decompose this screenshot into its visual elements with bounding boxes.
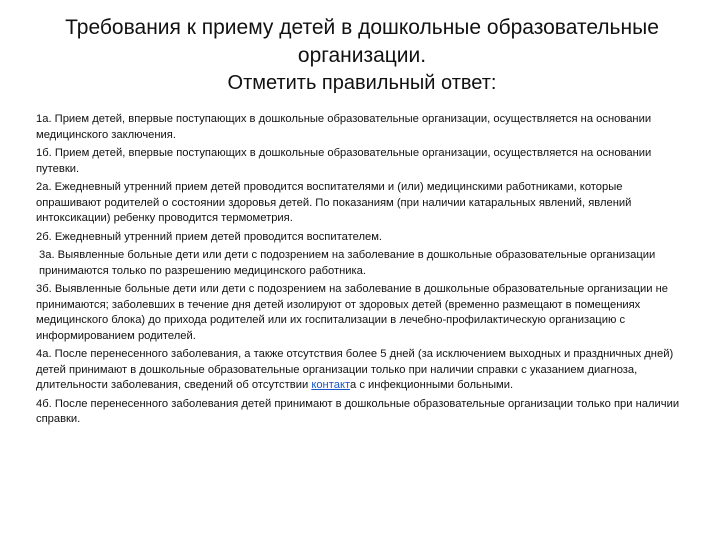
answer-item-4b: 4б. После перенесенного заболевания детей принимают в дошкольные образовательные организации только при наличии справки. xyxy=(36,397,680,425)
contact-link[interactable]: контакт xyxy=(311,379,350,391)
answer-item-4a-text-after: а с инфекционными больными. xyxy=(349,379,514,391)
answer-item-4a xyxy=(36,347,688,394)
slide-subtitle: Отметить правильный ответ: xyxy=(227,72,497,94)
answer-item-1b: 1б. Прием детей, впервые поступающих в дошкольные образовательные организации, осуществляется на основании путевки. xyxy=(36,147,652,175)
answer-item-1a: 1а. Прием детей, впервые поступающих в дошкольные образовательные организации, осуществляется на основании медицинского заключения. xyxy=(36,113,652,141)
answer-item-3a: 3а. Выявленные больные дети или дети с подозрением на заболевание в дошкольные образовательные организации принимаются только по разрешению медицинского работника. xyxy=(39,249,656,277)
slide-title-line-1: Требования к приему детей в дошкольные образовательные xyxy=(65,16,659,39)
slide-title-line-2: организации. xyxy=(297,44,427,67)
slide-title xyxy=(36,14,688,70)
answer-item-2a: 2а. Ежедневный утренний прием детей проводится воспитателями и (или) медицинскими работниками, которые опрашивают родителей о состоянии здоровья детей. По показаниям (при наличии катаральных явлений, явлений интоксикации) ребенку проводится термометрия. xyxy=(36,181,632,224)
answer-item-2b: 2б. Ежедневный утренний прием детей проводится воспитателем. xyxy=(36,230,382,243)
answer-item-4a-text-before: 4а. После перенесенного заболевания, а также отсутствия более 5 дней (за исключением выходных и праздничных дней) детей принимают в дошкольные образовательные организации только при наличии справки с указанием диагноза, длительности заболевания, сведений об отсутствии xyxy=(36,348,674,391)
answer-list xyxy=(36,112,688,428)
answer-item-3b: 3б. Выявленные больные дети или дети с подозрением на заболевание в дошкольные образовательные организации не принимаются; заболевших в течение дня детей изолируют от здоровых детей (временно размещают в помещениях медицинского блока) до прихода родителей или их госпитализации в лечебно-профилактическую организацию с информированием родителей. xyxy=(36,283,668,342)
